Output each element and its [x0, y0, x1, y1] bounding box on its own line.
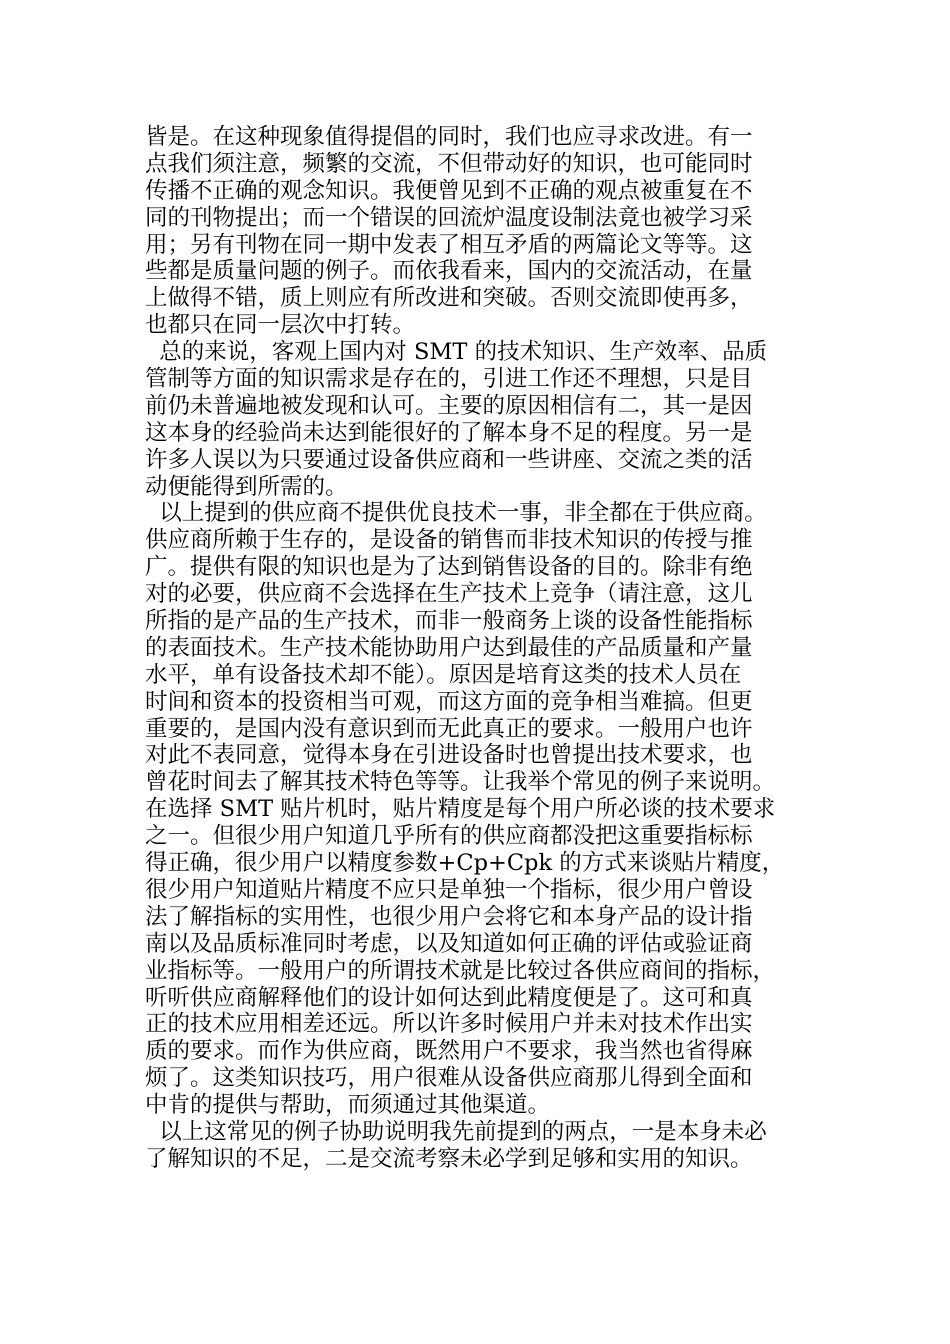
text-line: 法了解指标的实用性，也很少用户会将它和本身产品的设计指 — [145, 903, 753, 930]
text-line: 中肯的提供与帮助，而须通过其他渠道。 — [145, 1092, 551, 1119]
text-line: 南以及品质标准同时考虑，以及知道如何正确的评估或验证商 — [145, 930, 753, 957]
text-line: 也都只在同一层次中打转。 — [145, 312, 416, 339]
text-line: 点我们须注意，频繁的交流，不但带动好的知识，也可能同时 — [145, 150, 753, 177]
text-line: 总的来说，客观上国内对 SMT 的技术知识、生产效率、品质 — [145, 339, 768, 366]
text-line: 的表面技术。生产技术能协助用户达到最佳的产品质量和产量 — [145, 634, 753, 661]
text-line: 用；另有刊物在同一期中发表了相互矛盾的两篇论文等等。这 — [145, 231, 753, 258]
text-line: 传播不正确的观念知识。我便曾见到不正确的观点被重复在不 — [145, 177, 753, 204]
text-line: 以上提到的供应商不提供优良技术一事，非全都在于供应商。 — [145, 500, 767, 527]
text-line: 动便能得到所需的。 — [145, 473, 348, 500]
text-line: 时间和资本的投资相当可观，而这方面的竞争相当难搞。但更 — [145, 688, 753, 715]
text-line: 对的必要，供应商不会选择在生产技术上竞争（请注意，这儿 — [145, 581, 753, 608]
text-line: 在选择 SMT 贴片机时，贴片精度是每个用户所必谈的技术要求 — [145, 796, 776, 823]
text-line: 供应商所赖于生存的，是设备的销售而非技术知识的传授与推 — [145, 527, 753, 554]
text-line: 这本身的经验尚未达到能很好的了解本身不足的程度。另一是 — [145, 419, 753, 446]
text-line: 重要的，是国内没有意识到而无此真正的要求。一般用户也许 — [145, 715, 753, 742]
text-line: 了解知识的不足，二是交流考察未必学到足够和实用的知识。 — [145, 1145, 753, 1172]
text-line: 前仍未普遍地被发现和认可。主要的原因相信有二，其一是因 — [145, 392, 753, 419]
text-line: 所指的是产品的生产技术，而非一般商务上谈的设备性能指标 — [145, 608, 753, 635]
text-line: 上做得不错，质上则应有所改进和突破。否则交流即使再多， — [145, 285, 753, 312]
text-line: 烦了。这类知识技巧，用户很难从设备供应商那儿得到全面和 — [145, 1065, 753, 1092]
text-line: 很少用户知道贴片精度不应只是单独一个指标，很少用户曾设 — [145, 876, 753, 903]
text-line: 同的刊物提出；而一个错误的回流炉温度设制法竟也被学习采 — [145, 204, 753, 231]
text-line: 管制等方面的知识需求是存在的，引进工作还不理想，只是目 — [145, 366, 753, 393]
text-line: 业指标等。一般用户的所谓技术就是比较过各供应商间的指标， — [145, 957, 776, 984]
text-line: 得正确，很少用户以精度参数+Cp+Cpk 的方式来谈贴片精度， — [145, 850, 785, 877]
text-line: 质的要求。而作为供应商，既然用户不要求，我当然也省得麻 — [145, 1038, 753, 1065]
text-line: 以上这常见的例子协助说明我先前提到的两点，一是本身未必 — [145, 1118, 767, 1145]
text-line: 曾花时间去了解其技术特色等等。让我举个常见的例子来说明。 — [145, 769, 776, 796]
text-line: 广。提供有限的知识也是为了达到销售设备的目的。除非有绝 — [145, 554, 753, 581]
text-line: 皆是。在这种现象值得提倡的同时，我们也应寻求改进。有一 — [145, 124, 753, 150]
text-line: 对此不表同意，觉得本身在引进设备时也曾提出技术要求，也 — [145, 742, 753, 769]
text-line: 水平，单有设备技术却不能）。原因是培育这类的技术人员在 — [145, 661, 742, 688]
text-line: 之一。但很少用户知道几乎所有的供应商都没把这重要指标标 — [145, 823, 753, 850]
text-line: 正的技术应用相差还远。所以许多时候用户并未对技术作出实 — [145, 1011, 753, 1038]
text-line: 听听供应商解释他们的设计如何达到此精度便是了。这可和真 — [145, 984, 753, 1011]
text-line: 些都是质量问题的例子。而依我看来，国内的交流活动，在量 — [145, 258, 753, 285]
text-line: 许多人误以为只要通过设备供应商和一些讲座、交流之类的活 — [145, 446, 753, 473]
body-text — [145, 124, 810, 1173]
